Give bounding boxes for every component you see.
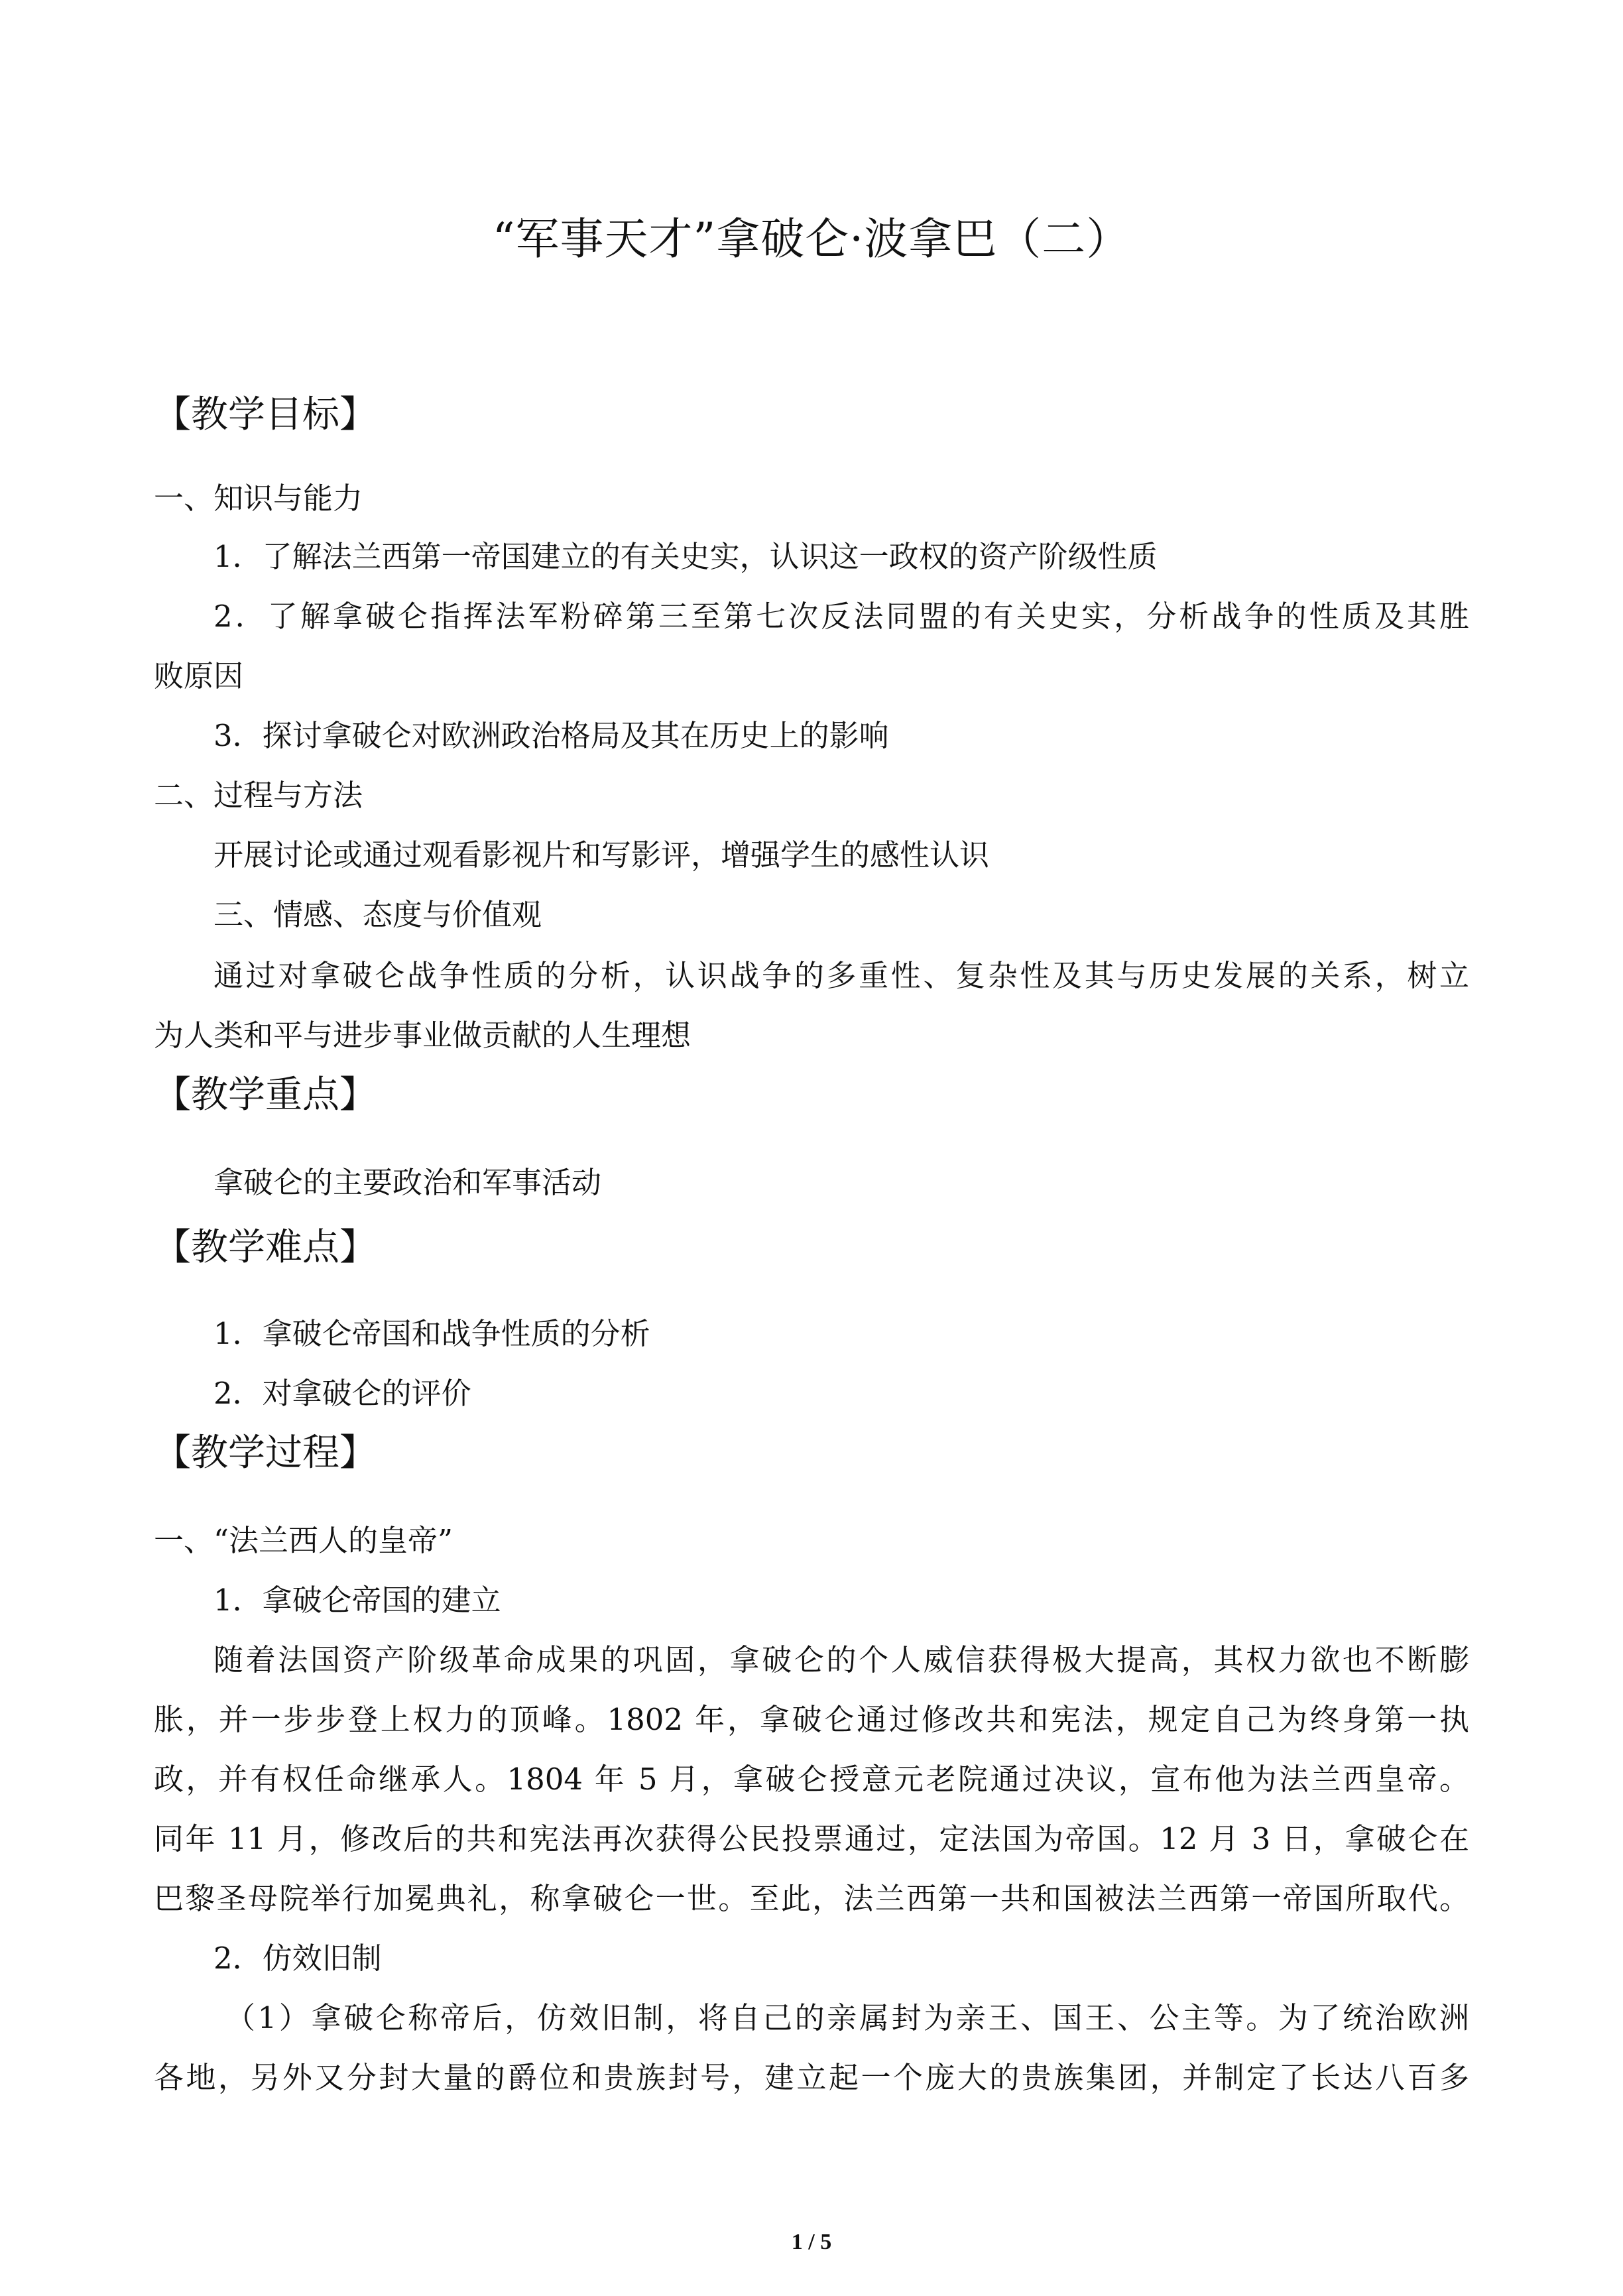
process-method-text: 开展讨论或通过观看影视片和写影评，增强学生的感性认识 — [213, 837, 990, 873]
paragraph-1-line-2: 胀，并一步步登上权力的顶峰。1802 年，拿破仑通过修改共和宪法，规定自己为终身第一执 — [154, 1702, 1469, 1737]
process-part-1-label: 一、“法兰西人的皇帝” — [154, 1523, 453, 1558]
knowledge-ability-label: 一、知识与能力 — [154, 481, 363, 516]
document-title: “军事天才”拿破仑·波拿巴（二） — [492, 213, 1131, 265]
section-heading-process: 【教学过程】 — [154, 1431, 377, 1475]
emotion-value-line-1: 通过对拿破仑战争性质的分析，认识战争的多重性、复杂性及其与历史发展的关系，树立 — [213, 958, 1469, 993]
goal-item-2-line-2: 败原因 — [154, 658, 244, 694]
difficulty-item-1: 1．拿破仑帝国和战争性质的分析 — [213, 1316, 650, 1351]
section-heading-key-points: 【教学重点】 — [154, 1073, 377, 1117]
emotion-value-label: 三、情感、态度与价值观 — [213, 897, 542, 932]
section-heading-goals: 【教学目标】 — [154, 393, 377, 436]
process-sub-1-label: 1．拿破仑帝国的建立 — [213, 1583, 501, 1618]
key-points-text: 拿破仑的主要政治和军事活动 — [213, 1165, 602, 1200]
paragraph-1-line-1: 随着法国资产阶级革命成果的巩固，拿破仑的个人威信获得极大提高，其权力欲也不断膨 — [213, 1642, 1469, 1677]
paragraph-1-line-5: 巴黎圣母院举行加冕典礼，称拿破仑一世。至此，法兰西第一共和国被法兰西第一帝国所取代。 — [154, 1881, 1469, 1916]
goal-item-1: 1．了解法兰西第一帝国建立的有关史实，认识这一政权的资产阶级性质 — [213, 539, 1158, 574]
difficulty-item-2: 2．对拿破仑的评价 — [213, 1376, 471, 1411]
emotion-value-line-2: 为人类和平与进步事业做贡献的人生理想 — [154, 1018, 691, 1053]
paragraph-1-line-3: 政，并有权任命继承人。1804 年 5 月，拿破仑授意元老院通过决议，宣布他为法兰西皇帝。 — [154, 1762, 1469, 1797]
goal-item-3: 3．探讨拿破仑对欧洲政治格局及其在历史上的影响 — [213, 718, 889, 753]
paragraph-2-line-2: 各地，另外又分封大量的爵位和贵族封号，建立起一个庞大的贵族集团，并制定了长达八百多 — [154, 2060, 1469, 2095]
process-method-label: 二、过程与方法 — [154, 778, 363, 813]
process-sub-2-label: 2．仿效旧制 — [213, 1941, 382, 1976]
paragraph-2-line-1: （1）拿破仑称帝后，仿效旧制，将自己的亲属封为亲王、国王、公主等。为了统治欧洲 — [225, 2000, 1469, 2035]
page-number: 1 / 5 — [791, 2230, 832, 2254]
paragraph-1-line-4: 同年 11 月，修改后的共和宪法再次获得公民投票通过，定法国为帝国。12 月 3 日，拿破仑在 — [154, 1821, 1469, 1856]
section-heading-difficulties: 【教学难点】 — [154, 1226, 377, 1269]
goal-item-2-line-1: 2．了解拿破仑指挥法军粉碎第三至第七次反法同盟的有关史实，分析战争的性质及其胜 — [213, 599, 1469, 634]
